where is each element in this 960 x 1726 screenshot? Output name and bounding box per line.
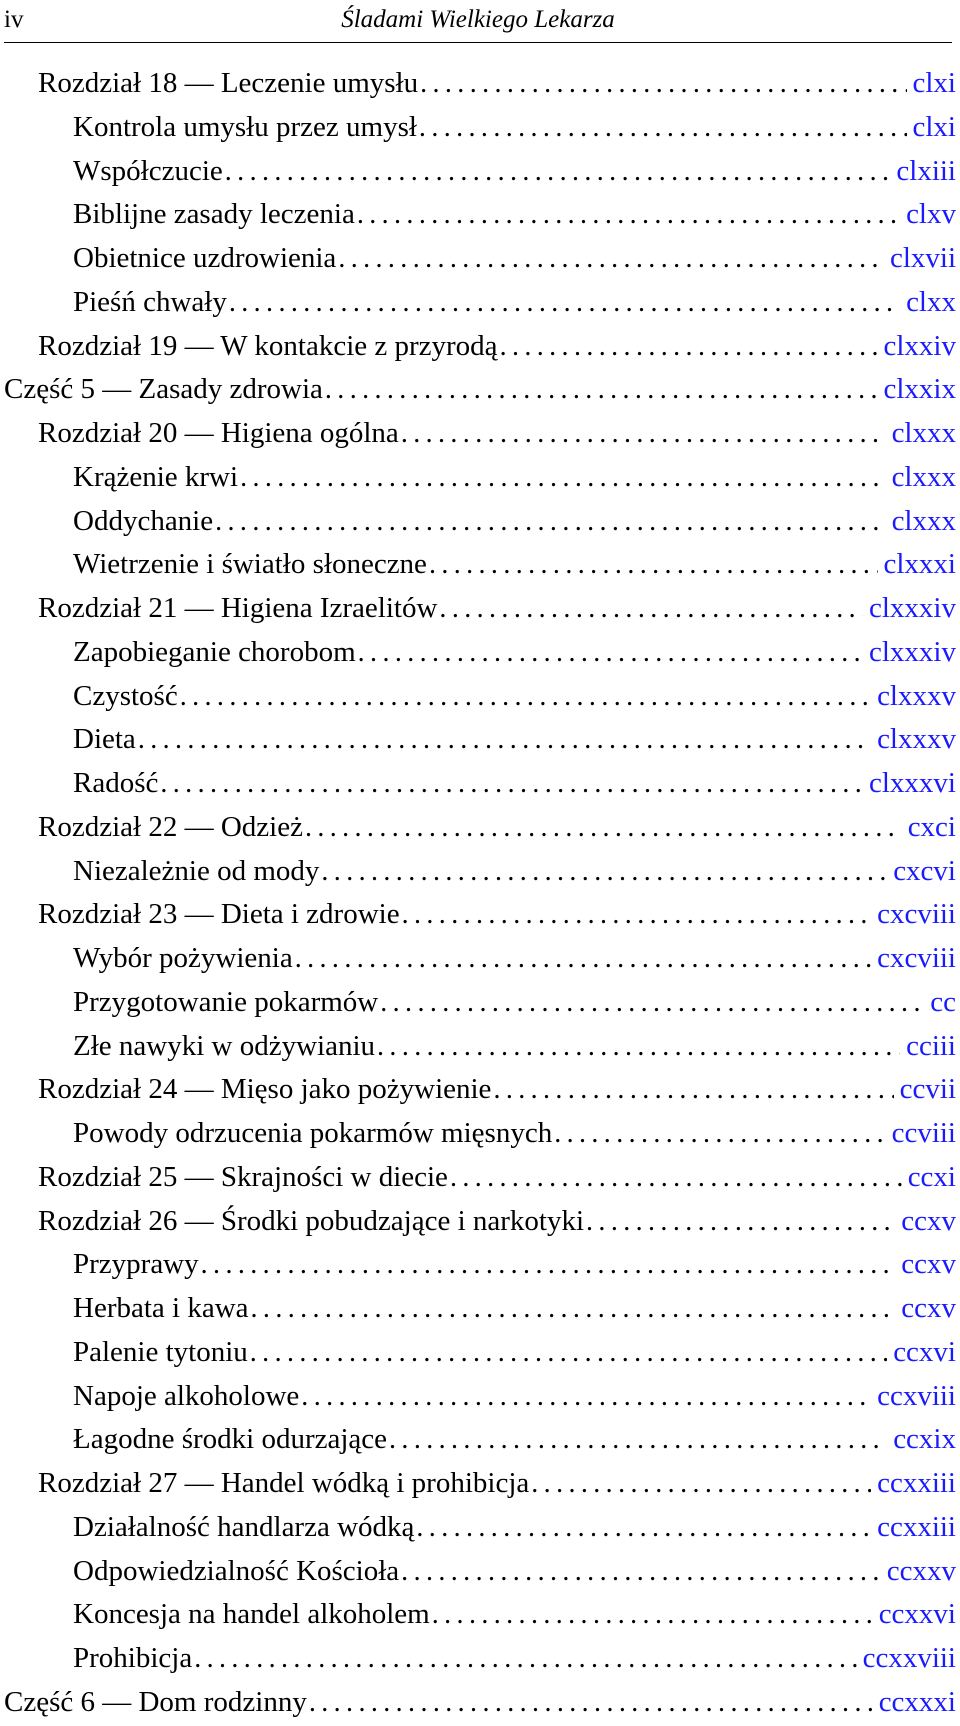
dot-leader: [357, 199, 900, 231]
toc-entry-page-link[interactable]: ccxi: [907, 1160, 956, 1193]
toc-entry[interactable]: [0, 811, 956, 851]
toc-entry-title: Przygotowanie pokarmów: [73, 985, 379, 1018]
toc-entry-title: Koncesja na handel alkoholem: [73, 1598, 430, 1631]
dot-leader: [338, 243, 884, 275]
toc-entry-title: Łagodne środki odurzające: [73, 1423, 388, 1456]
toc-entry[interactable]: [0, 1073, 956, 1113]
dot-leader: [401, 1556, 881, 1588]
toc-entry-title: Pieśń chwały: [73, 285, 227, 318]
toc-entry[interactable]: [0, 505, 956, 545]
toc-entry-title: Działalność handlarza wódką: [73, 1510, 415, 1543]
toc-entry[interactable]: [0, 680, 956, 720]
toc-entry[interactable]: [0, 67, 956, 107]
toc-entry-page-link[interactable]: ccviii: [891, 1117, 956, 1149]
dot-leader: [439, 593, 863, 625]
toc-entry[interactable]: [0, 1555, 956, 1595]
toc-entry-page-link[interactable]: clxxxi: [883, 548, 956, 581]
toc-entry[interactable]: [0, 242, 956, 282]
toc-entry[interactable]: [0, 330, 956, 370]
dot-leader: [180, 681, 871, 713]
toc-entry-page-link[interactable]: ccxxv: [886, 1554, 956, 1587]
toc-entry-page-link[interactable]: ccxxxi: [878, 1685, 956, 1718]
dot-leader: [419, 112, 907, 144]
toc-entry-title: Palenie tytoniu: [73, 1335, 248, 1368]
toc-entry[interactable]: [0, 111, 956, 151]
dot-leader: [493, 1074, 893, 1106]
toc-entry-page-link[interactable]: cc: [930, 985, 956, 1018]
dot-leader: [229, 287, 900, 319]
toc-entry-page-link[interactable]: ccxxvi: [878, 1598, 956, 1631]
toc-entry-page-link[interactable]: ccxviii: [877, 1379, 956, 1412]
toc-entry[interactable]: [0, 1161, 956, 1201]
dot-leader: [295, 943, 871, 975]
dot-leader: [586, 1206, 895, 1238]
dot-leader: [450, 1162, 902, 1194]
toc-entry-page-link[interactable]: ccxxiii: [877, 1467, 956, 1499]
toc-entry[interactable]: [0, 1336, 956, 1376]
toc-entry[interactable]: [0, 1248, 956, 1288]
toc-entry-title: Wietrzenie i światło słoneczne: [73, 548, 427, 581]
dot-leader: [377, 1031, 900, 1063]
dot-leader: [194, 1643, 856, 1675]
dot-leader: [240, 462, 886, 494]
toc-entry-title: Biblijne zasady leczenia: [73, 198, 355, 231]
toc-entry-title: Obietnice uzdrowienia: [73, 242, 337, 274]
toc-entry[interactable]: [0, 1686, 956, 1726]
toc-entry-title: Dieta: [73, 723, 136, 756]
toc-entry-title: Niezależnie od mody: [73, 854, 320, 887]
toc-entry-page-link[interactable]: clxiii: [896, 154, 956, 187]
dot-leader: [420, 68, 906, 100]
toc-entry-title: Radość: [73, 767, 159, 799]
dot-leader: [225, 156, 891, 188]
toc-entry-page-link[interactable]: clxv: [906, 198, 956, 231]
toc-entry-page-link[interactable]: ccxvi: [893, 1335, 956, 1368]
toc-entry-title: Oddychanie: [73, 504, 214, 537]
toc-entry-page-link[interactable]: cxcviii: [877, 942, 956, 974]
toc-entry-title: Krążenie krwi: [73, 460, 239, 493]
toc-entry-title: Kontrola umysłu przez umysł: [73, 110, 417, 143]
toc-entry-page-link[interactable]: ccxv: [901, 1248, 956, 1281]
toc-entry[interactable]: [0, 417, 956, 457]
toc-entry-page-link[interactable]: clxxxiv: [869, 592, 956, 624]
dot-leader: [251, 1293, 896, 1325]
toc-entry-title: Powody odrzucenia pokarmów mięsnych: [73, 1117, 553, 1149]
dot-leader: [389, 1424, 887, 1456]
toc-entry-title: Rozdział 24 — Mięso jako pożywienie: [38, 1073, 492, 1106]
dot-leader: [429, 549, 878, 581]
toc-entry[interactable]: [0, 636, 956, 676]
toc-entry[interactable]: [0, 592, 956, 632]
toc-entry-page-link[interactable]: clxxxv: [877, 723, 956, 756]
toc-entry-page-link[interactable]: clxi: [912, 67, 956, 99]
toc-entry-page-link[interactable]: cxci: [907, 810, 956, 843]
toc-entry[interactable]: [0, 1598, 956, 1638]
toc-entry-title: Część 5 — Zasady zdrowia: [4, 373, 323, 406]
dot-leader: [301, 1381, 871, 1413]
toc-entry-page-link[interactable]: cxcvi: [893, 854, 956, 887]
toc-entry-page-link[interactable]: clxx: [906, 285, 956, 318]
page-number: iv: [4, 6, 24, 33]
toc-entry[interactable]: [0, 1117, 956, 1157]
dot-leader: [554, 1118, 885, 1150]
dot-leader: [358, 637, 863, 669]
toc-entry[interactable]: [0, 1380, 956, 1420]
toc-entry-page-link[interactable]: cxcviii: [877, 898, 956, 931]
dot-leader: [250, 1337, 887, 1369]
toc-entry[interactable]: [0, 461, 956, 501]
toc-entry[interactable]: [0, 198, 956, 238]
toc-entry-title: Rozdział 20 — Higiena ogólna: [38, 417, 399, 449]
toc-entry-title: Rozdział 26 — Środki pobudzające i narkotyki: [38, 1204, 585, 1237]
toc-entry-title: Rozdział 21 — Higiena Izraelitów: [38, 592, 438, 624]
toc-entry-page-link[interactable]: ccxv: [901, 1204, 956, 1237]
toc-entry-page-link[interactable]: ccxxviii: [862, 1642, 956, 1674]
toc-entry[interactable]: [0, 548, 956, 588]
toc-entry-page-link[interactable]: clxxiv: [883, 329, 956, 362]
toc-entry-page-link[interactable]: clxxx: [891, 460, 956, 493]
toc-entry[interactable]: [0, 723, 956, 763]
toc-entry-title: Wybór pożywienia: [73, 942, 293, 974]
dot-leader: [305, 812, 902, 844]
toc-entry-title: Rozdział 27 — Handel wódką i prohibicja: [38, 1467, 530, 1499]
toc-entry-page-link[interactable]: ccxv: [901, 1292, 956, 1324]
toc-entry[interactable]: [0, 898, 956, 938]
toc-entry-title: Złe nawyki w odżywianiu: [73, 1029, 376, 1062]
toc-entry-page-link[interactable]: clxxx: [891, 504, 956, 537]
toc-entry-title: Odpowiedzialność Kościoła: [73, 1554, 400, 1587]
toc-entry[interactable]: [0, 986, 956, 1026]
dot-leader: [201, 1249, 896, 1281]
toc-entry-title: Rozdział 22 — Odzież: [38, 810, 303, 843]
dot-leader: [401, 418, 886, 450]
toc-entry-title: Herbata i kawa: [73, 1292, 249, 1324]
running-title: Śladami Wielkiego Lekarza: [341, 6, 615, 33]
toc-entry-title: Część 6 — Dom rodzinny: [4, 1685, 307, 1718]
toc-entry-page-link[interactable]: clxxxvi: [869, 767, 956, 799]
toc-entry-page-link[interactable]: clxxxv: [877, 679, 956, 712]
toc-entry-title: Prohibicja: [73, 1642, 193, 1674]
dot-leader: [160, 768, 863, 800]
toc-entry-title: Współczucie: [73, 154, 223, 187]
toc-entry-title: Zapobieganie chorobom: [73, 635, 356, 668]
toc-entry-page-link[interactable]: clxvii: [889, 242, 956, 274]
dot-leader: [325, 374, 878, 406]
toc-entry[interactable]: [0, 1511, 956, 1551]
toc-entry[interactable]: [0, 1030, 956, 1070]
dot-leader: [531, 1468, 871, 1500]
toc-entry-page-link[interactable]: ccxix: [893, 1423, 956, 1456]
toc-entry-page-link[interactable]: cciii: [906, 1029, 956, 1062]
dot-leader: [402, 899, 871, 931]
toc-entry-title: Przyprawy: [73, 1248, 199, 1281]
toc-entry[interactable]: [0, 155, 956, 195]
toc-entry[interactable]: [0, 942, 956, 982]
toc-entry-title: Rozdział 18 — Leczenie umysłu: [38, 67, 419, 99]
toc-entry-title: Napoje alkoholowe: [73, 1379, 300, 1412]
toc-entry[interactable]: [0, 1205, 956, 1245]
dot-leader: [215, 506, 885, 538]
toc-entry-title: Rozdział 23 — Dieta i zdrowie: [38, 898, 400, 931]
dot-leader: [432, 1599, 873, 1631]
page-header: [4, 4, 952, 43]
toc-entry-page-link[interactable]: ccxxiii: [877, 1510, 956, 1543]
toc-entry-page-link[interactable]: ccvii: [899, 1073, 956, 1106]
toc-entry[interactable]: [0, 1292, 956, 1332]
toc-entry[interactable]: [0, 286, 956, 326]
toc-entry[interactable]: [0, 1423, 956, 1463]
toc-entry-page-link[interactable]: clxxx: [891, 417, 956, 449]
toc-entry-title: Rozdział 25 — Skrajności w diecie: [38, 1160, 448, 1193]
toc-entry[interactable]: [0, 373, 956, 413]
toc-entry[interactable]: [0, 1642, 956, 1682]
toc-entry-page-link[interactable]: clxxxiv: [869, 635, 956, 668]
toc-entry-title: Rozdział 19 — W kontakcie z przyrodą: [38, 329, 498, 362]
dot-leader: [500, 331, 878, 363]
dot-leader: [416, 1512, 871, 1544]
toc-entry[interactable]: [0, 855, 956, 895]
dot-leader: [380, 987, 924, 1019]
dot-leader: [138, 724, 871, 756]
toc-entry-page-link[interactable]: clxi: [912, 110, 956, 143]
toc-entry[interactable]: [0, 1467, 956, 1507]
toc-entry-page-link[interactable]: clxxix: [883, 373, 956, 406]
toc-entry-title: Czystość: [73, 679, 178, 712]
toc-entry[interactable]: [0, 767, 956, 807]
dot-leader: [321, 856, 887, 888]
